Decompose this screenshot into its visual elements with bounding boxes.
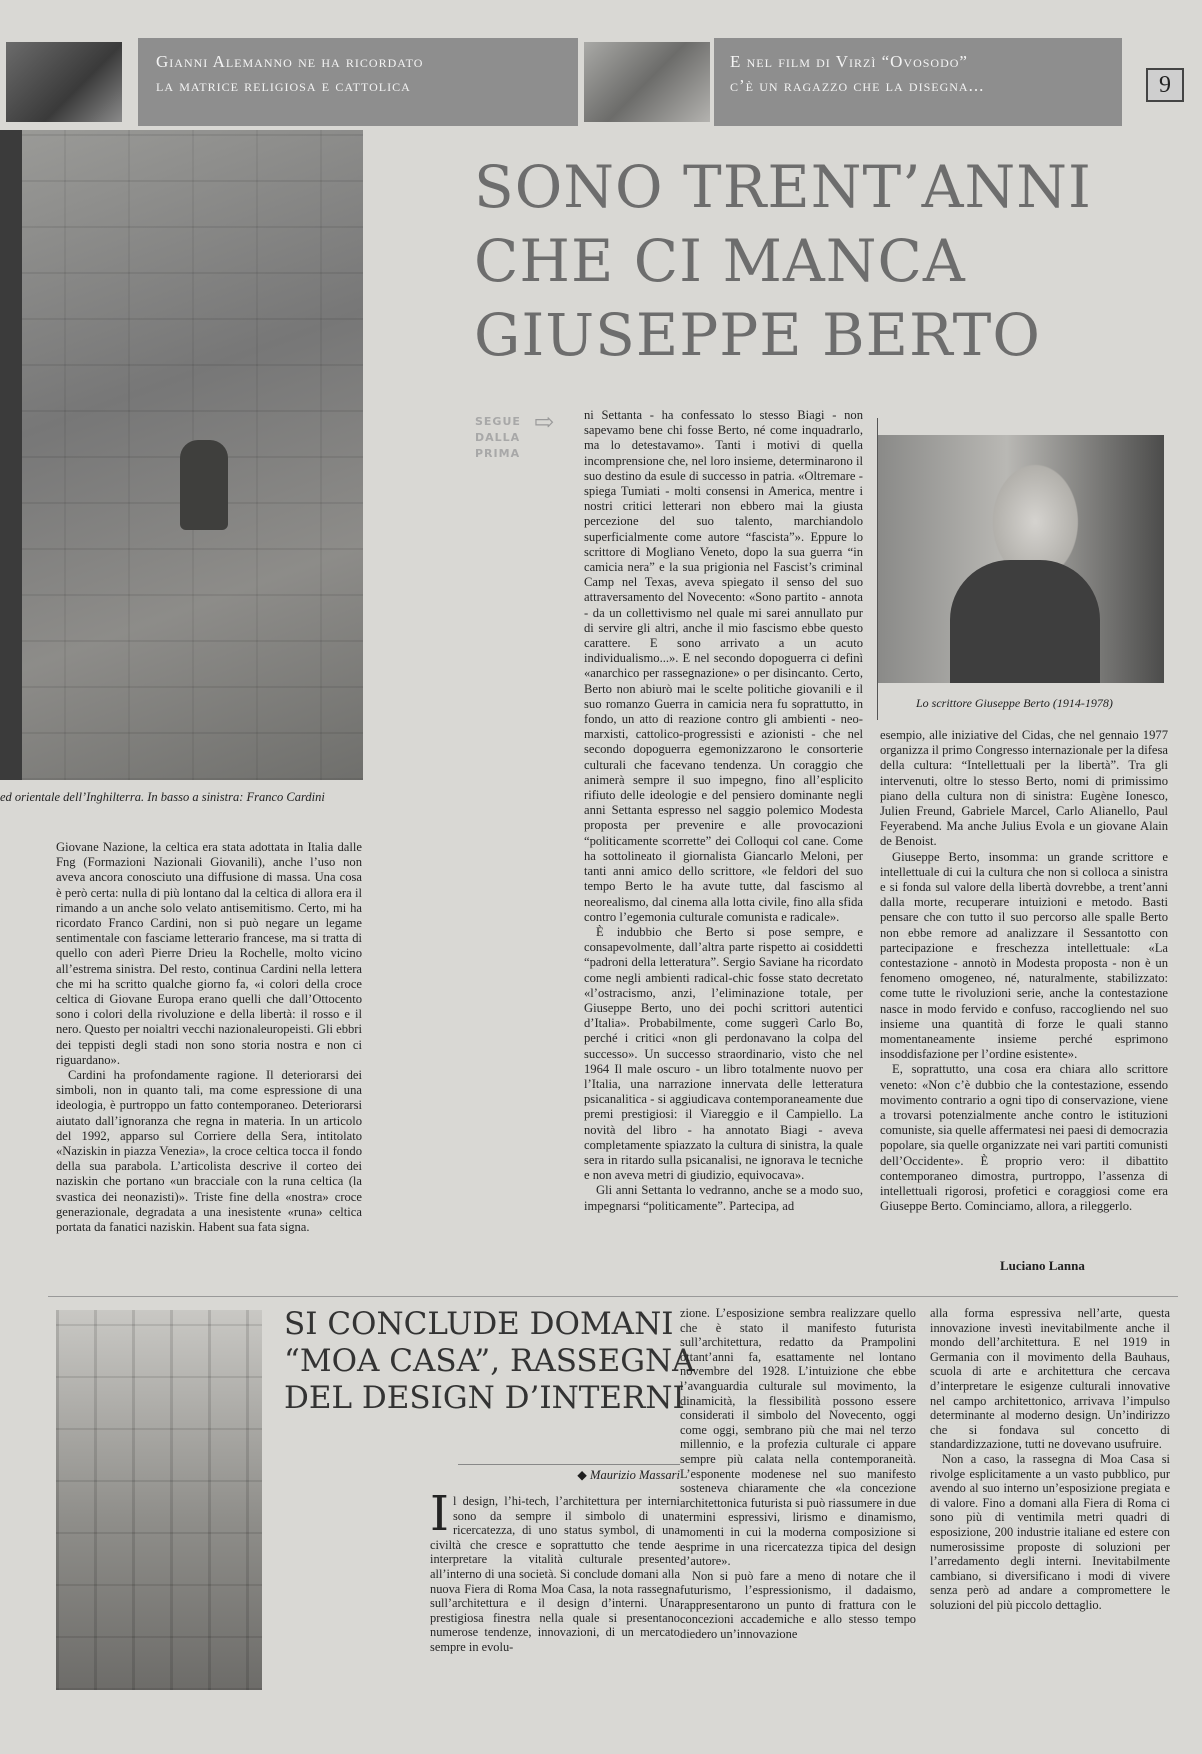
bottom-column-3 [930,1306,1170,1612]
byline [458,1464,680,1483]
header-left-box [138,38,578,126]
left-paragraph: Giovane Nazione, la celtica era stata adottata in Italia dalle Fng (Formazioni Nazionali Giovanili), anche l’uso non aveva ancora conosciuto una diffusione di massa. Una cosa è però certa: nulla di più lontano dal la celtica di allora era il rimando a un anche solo velato antisemitismo. Certo, mi ha ricordato Franco Cardini, non si può negare un legame sentimentale con fasciame letterario francese, ma si tratta di quello con aderì Pierre Drieu la Rochelle, molto vicino all’estrema sinistra. Del resto, continua Cardini nella lettera che mi ha scritto qualche giorno fa, «i colori della croce celtica di Giovane Europa erano quelli che dall’Ottocento sono i colori della rivoluzione e della libertà: il rosso e il nero. Questo per noialtri vecchi nazionaleuropeisti. Gli ebbri dei teppisti degli stadi non sono storia nostra e non ci riguardano». [56,840,362,1067]
middle-paragraph: Gli anni Settanta lo vedranno, anche se a modo suo, impegnarsi “politicamente”. Partecipa, ad [584,1183,863,1213]
right-paragraph: E, soprattutto, una cosa era chiara allo scrittore veneto: «Non c’è dubbio che la contestazione, essendo movimento contrario a ogni tipo di conservazione, viene a trovarsi potenzialmente anche contro le istituzioni comuniste, sia quelle affermatesi nei paesi di democrazia popolare, sia quelle organizzate nei vari partiti comunisti dell’Occidente». È proprio vero: il dibattito contemporaneo dimostra, purtroppo, l’assenza di intellettuali rigorosi, profetici e coraggiosi come era Giuseppe Berto. Cominciamo, allora, a rileggerlo. [880,1062,1168,1214]
stone-window-shape [180,440,228,530]
author-signature: Luciano Lanna [1000,1258,1085,1273]
left-column [56,840,362,1235]
bottom-col1-paragraph [430,1486,680,1655]
moa-headline-line3: DEL DESIGN D’INTERNI [284,1380,685,1416]
header-right-box [714,38,1122,126]
alemanno-photo [6,42,122,122]
ovosodo-film-photo [584,42,710,122]
right-paragraph: esempio, alle iniziative del Cidas, che nel gennaio 1977 organizza il primo Congresso internazionale per la difesa della cultura: “Intellettuali per la libertà”. Tra gli intervenuti, oltre lo stesso Berto, nomi di primissimo piano della cultura non di sinistra: Eugène Ionesco, Julien Freund, Gabriele Marcel, Carlo Alianello, Paul Feyerabend. Ma anche Julius Evola e un giovane Alain de Benoist. [880,728,1168,849]
header-left-line1: Gianni Alemanno ne ha ricordato [156,52,424,71]
bottom-col3-paragraph: alla forma espressiva nell’arte, questa innovazione investì inevitabilmente anche il mondo dell’architettura. E nel 1919 in Germania con il movimento della Bauhaus, scuola di arte e architettura che cercava d’interpretare le esigenze culturali innovative nel campo architettonico, arrivava l’impulso determinante al moderno design. Un’indirizzo che si fondava sul concetto di standardizzazione, tutti ne dovevano usufruire. [930,1306,1170,1452]
header-left-line2: la matrice religiosa e cattolica [156,76,411,95]
bottom-col1-text: l design, l’hi-tech, l’architettura per interni sono da sempre il simbolo di una ricercatezza, di uno status symbol, di una civiltà che cresce e soprattutto che tende a interpretare la vitalità culturale presente all’interno di una società. Si conclude domani alla nuova Fiera di Roma Moa Casa, la nota rassegna sull’architettura e il design d’interni. Una prestigiosa finestra nella quale si presentano numerose tendenze, innovazioni, di un mercato sempre in evolu- [430,1494,680,1654]
header-band [0,38,1202,126]
header-right-line1: E nel film di Virzì “Ovosodo” [730,52,968,71]
bottom-column-2 [680,1306,916,1642]
segue-line1: SEGUE [475,415,521,428]
moa-casa-interior-photo [56,1310,262,1690]
middle-paragraph: ni Settanta - ha confessato lo stesso Biagi - non sapevamo bene chi fosse Berto, né come inquadrarlo, ma lo detestavamo». Tanti i motivi di quella incomprensione che, nel loro insieme, determinarono il suo destino da esule di successo in patria. «Oltremare - spiega Tumiati - molti consensi in America, mentre i nostri critici letterari non ebbero mai la giusta percezione del suo talento, marchiandolo superficialmente come autore “fascista”». Eppure lo scrittore di Mogliano Veneto, dopo la sua guerra “in camicia nera” e la sua prigionia nel Fascist’s criminal Camp nel Texas, aveva spiegato il senso del suo attraversamento del Novecento: «Sono partito - annota - da un collettivismo nel quale mi sarei annullato pur di servire gli altri, anche il mio fascismo ebbe questo carattere. E sono arrivato a un acuto individualismo...». E nel secondo dopoguerra ci definì «anarchico per rassegnazione» o per disincanto. Certo, Berto non abiurò mai le scelte politiche giovanili e il suo romanzo Guerra in camicia nera fu soprattutto, in fondo, un atto di reazione contro gli ambienti - neo-marxisti, cattolico-progressisti e azionisti - che nel secondo dopoguerra egemonizzarono le consorterie culturali che facevano tendenza. Un coraggio che animerà sempre il suo impegno, fino all’esplicito rifiuto delle ideologie e del pensiero dominante negli anni Settanta espresso nel saggio polemico Modesta proposta per prevenire e alle provocazioni “politicamente scorrette” dei Colloqui col cane. Come ha sottolineato il giornalista Giancarlo Meloni, per tanti anni amico dello scrittore, «le feldori del suo tempo Berto le ha avute tutte, dal fascismo al neorealismo, dal cinema alla lotta civile, fino alla sfida contro l’egemonia culturale comunista e radicale». [584,408,863,924]
segue-line3: PRIMA [475,447,521,460]
byline-author: Maurizio Massari [590,1468,680,1482]
page-number: 9 [1146,68,1184,102]
segue-line2: DALLA [475,431,521,444]
left-photo-caption: ed orientale dell’Inghilterra. In basso a sinistra: Franco Cardini [0,790,325,804]
portrait-suit-shape [950,560,1100,683]
headline-line1: SONO TRENT’ANNI [474,153,1092,221]
bottom-column-1 [430,1486,680,1655]
drop-cap: I [430,1486,449,1542]
left-paragraph: Cardini ha profondamente ragione. Il deteriorarsi dei simboli, non in quanto tali, ma come espressione di una ideologia, è purtroppo un fatto contemporaneo. Deteriorarsi aiutato dall’ignoranza che regna in materia. In un articolo del 1992, apparso sul Corriere della Sera, intitolato «Naziskin in piazza Venezia», la croce celtica tocca il fondo della sua parabola. L’articolista descrive il corteo dei naziskin che portano «un bracciale con la runa celtica (la svastica dei neonazisti)». Triste fine della «nostra» croce generazionale, degradata a una inesistente «runa» celtica portata da fanatici naziskin. Habent sua fata signa. [56,1068,362,1235]
section-divider [48,1296,1178,1297]
header-right-line2: c’è un ragazzo che la disegna... [730,76,985,95]
bottom-col2-paragraph: zione. L’esposizione sembra realizzare quello che è stato il manifesto futurista sull’architettura, redatto da Prampolini ottant’anni fa, esattamente nel lontano novembre del 1928. L’intuizione che ebbe l’avanguardia culturale sul movimento, la dinamicità, la flessibilità possono essere considerati il simbolo del Novecento, oggi come oggi, sembrano più che mai nel terzo millennio, e la profezia culturale ci appare sempre più calata nella contemporaneità. L’esponente modenese nel suo manifesto sosteneva chiaramente che «la concezione architettonica futurista si può riassumere in due termini espressivi, lirismo e dinamismo, momenti in cui la moderna composizione si esprime in una ricercatezza tipica del design d’autore». [680,1306,916,1569]
diamond-icon: ◆ [577,1468,591,1482]
celtic-cross-shape [0,130,22,780]
right-column [880,728,1168,1215]
bottom-col3-paragraph: Non a caso, la rassegna di Moa Casa si rivolge esplicitamente a un vasto pubblico, pur avendo al suo interno un’esposizione pregiata e di valore. Fino a domani alla Fiera di Roma ci sono più di ventimila metri quadri di esposizione, 200 industrie italiane ed estere con numerosissime proposte di soluzioni per l’arredamento degli interni. Inevitabilmente cambiano, si diversificano i modi di vivere senza però ad andare a compromettere le soluzioni del più piccolo dettaglio. [930,1451,1170,1612]
moa-casa-headline [284,1306,695,1417]
moa-headline-line2: “MOA CASA”, RASSEGNA [284,1343,695,1379]
arrow-right-icon: ⇨ [534,410,555,436]
headline-line3: GIUSEPPE BERTO [474,301,1041,369]
headline-line2: CHE CI MANCA [474,227,966,295]
middle-column [584,408,863,1214]
moa-headline-line1: SI CONCLUDE DOMANI [284,1306,674,1342]
right-paragraph: Giuseppe Berto, insomma: un grande scrittore e intellettuale di cui la cultura che non si colloca a sinistra e si fonda sul valore della libertà dovrebbe, a trent’anni dalla morte, recuperare intuizioni e metodo. Basti pensare che con tutto il suo percorso alle spalle Berto non ebbe remore ad analizzare il Sessantotto con partecipazione e freschezza intellettuale: «La contestazione - annotò in Modesta proposta - non è un fenomeno omogeneo, né, naturalmente, stabilizzato: come tutte le rivoluzioni serie, anche la contestazione nasce in modo fervido e confuso, raccogliendo nel suo insieme una quantità di forze le quali stanno momentaneamente insieme perché esprimono insoddisfazione per l’ordine esistente». [880,849,1168,1062]
main-headline [474,150,1174,372]
bottom-col2-paragraph: Non si può fare a meno di notare che il futurismo, l’espressionismo, il dadaismo, rappresentarono un punto di frattura con le concezioni accademiche e allo stesso tempo diedero un’innovazione [680,1568,916,1642]
portrait-caption: Lo scrittore Giuseppe Berto (1914-1978) [916,696,1113,710]
middle-paragraph: È indubbio che Berto si pose sempre, e consapevolmente, dall’altra parte rispetto ai cosiddetti “padroni della letteratura”. Sergio Saviane ha ricordato come negli ambienti radical-chic fosse stato decretato «l’ostracismo, anzi, l’eliminazione totale, per Giuseppe Berto, uno dei pochi scrittori autentici d’Italia». Probabilmente, come suggerì Carlo Bo, perché i critici «non gli perdonavano la colpa del successo». Un successo straordinario, visto che nel 1964 Il male oscuro - un libro totalmente nuovo per l’Italia, una narrazione innervata delle letteratura psicanalitica - si aggiudicava contemporaneamente due premi prestigiosi: il Viareggio e il Campiello. La novità del libro - ha annotato Biagi - aveva completamente spiazzato la cultura di sinistra, la quale sera in ritardo sulla psicanalisi, ne ignorava le tecniche e non aveva metri di giudizio, equivocava». [584,924,863,1183]
